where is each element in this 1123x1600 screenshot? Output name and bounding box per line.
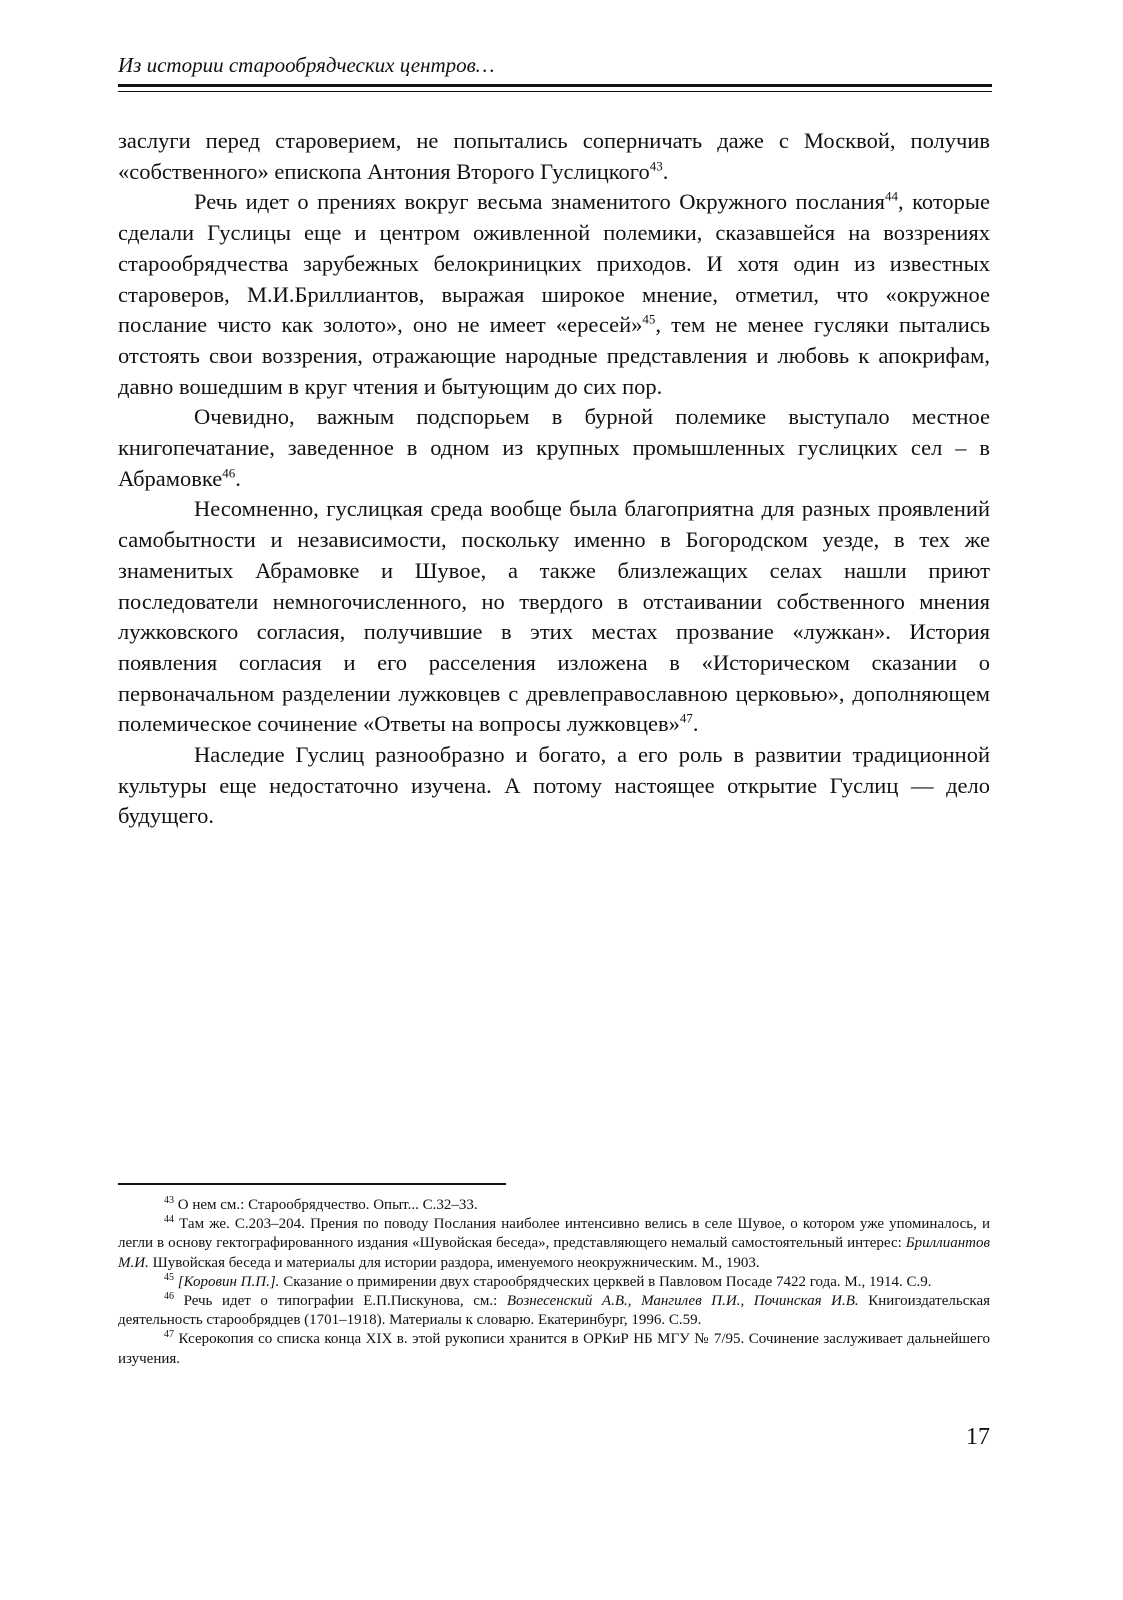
footnote-ref-45: 45 xyxy=(642,311,656,327)
paragraph-5-text: Наследие Гуслиц разнообразно и богато, а его роль в развитии традиционной культуры еще недостаточно изучена. А потому настоящее открытие Гуслиц — дело будущего. xyxy=(118,742,990,829)
paragraph-2-text-b: , которые сделали Гуслицы еще и центром оживленной полемики, сказавшейся на воззрениях старообрядчества зарубежных белокриницких приходов. И хотя один из известных староверов, М.И.Бриллиантов, выражая широкое мнение, отметил, что «окружное послание чисто как золото», оно не имеет «ересей» xyxy=(118,189,990,338)
footnote-43 xyxy=(118,1196,990,1215)
paragraph-5 xyxy=(118,740,990,832)
footnote-text: Сказание о примирении двух старообрядческих церквей в Павловом Посаде 7422 года. М., 1914. С.9. xyxy=(279,1273,932,1290)
paragraph-1 xyxy=(118,126,990,187)
footnote-number: 43 xyxy=(164,1195,174,1206)
footnote-number: 47 xyxy=(164,1329,174,1341)
footnote-number: 45 xyxy=(164,1271,174,1283)
paragraph-3-end: . xyxy=(235,465,241,491)
paragraph-3-text: Очевидно, важным подспорьем в бурной полемике выступало местное книгопечатание, заведенное в одном из крупных промышленных гуслицких сел – в Абрамовке xyxy=(118,404,990,491)
footnote-44 xyxy=(118,1215,990,1273)
footnote-45 xyxy=(118,1273,990,1292)
footnote-number: 44 xyxy=(164,1214,174,1226)
footnote-47 xyxy=(118,1330,990,1368)
footnote-author: Бриллиантов М.И. xyxy=(118,1235,990,1271)
main-text xyxy=(118,126,990,832)
footnote-46 xyxy=(118,1292,990,1330)
paragraph-1-text: заслуги перед староверием, не попытались соперничать даже с Москвой, получив «собственного» епископа Антония Второго Гуслицкого xyxy=(118,128,990,184)
footnote-text: Шувойская беседа и материалы для истории раздора, именуемого неокружническим. М., 1903. xyxy=(148,1254,760,1271)
footnote-text: Там же. С.203–204. Прения по поводу Послания наиболее интенсивно велись в селе Шувое, о котором уже упоминалось, и легли в основу гектографированного издания «Шувойская беседа», представляющего немалый самостоятельный интерес: xyxy=(118,1216,991,1252)
header-rule-thin xyxy=(118,91,992,92)
footnote-ref-47: 47 xyxy=(679,710,693,726)
footnote-ref-43: 43 xyxy=(649,158,663,174)
paragraph-4 xyxy=(118,494,990,740)
footnote-ref-46: 46 xyxy=(222,465,236,481)
paragraph-2-text-a: Речь идет о прениях вокруг весьма знаменитого Окружного послания xyxy=(194,189,886,215)
paragraph-2-text-c: , тем не менее гусляки пытались отстоять свои воззрения, отражающие народные представления и любовь к апокрифам, давно вошедшим в круг чтения и бытующим до сих пор. xyxy=(118,312,990,399)
footnote-separator xyxy=(118,1183,506,1185)
paragraph-3 xyxy=(118,402,990,494)
footnote-number: 46 xyxy=(164,1291,174,1303)
header-rule-thick xyxy=(118,84,992,87)
paragraph-1-end: . xyxy=(662,158,669,184)
footnote-text: О нем см.: Старообрядчество. Опыт... С.32–33. xyxy=(177,1197,478,1213)
paragraph-4-end: . xyxy=(692,711,699,737)
paragraph-4-text: Несомненно, гуслицкая среда вообще была благоприятна для разных проявлений самобытности и независимости, поскольку именно в Богородском уезде, в тех же знаменитых Абрамовке и Шувое, а также близлежащих селах нашли приют последователи немногочисленного, но твердого в отстаивании собственного мнения лужковского согласия, получившие в этих местах прозвание «лужкан». История появления согласия и его расселения изложена в «Историческом сказании о первоначальном разделении лужковцев с древлеправославною церковью», дополняющем полемическое сочинение «Ответы на вопросы лужковцев» xyxy=(118,496,990,737)
footnote-text: Книгоиздательская деятельность старообрядцев (1701–1918). Материалы к словарю. Екатеринбург, 1996. С.59. xyxy=(118,1293,990,1329)
footnote-text: Речь идет о типографии Е.П.Пискунова, см.: xyxy=(183,1293,507,1310)
footnotes xyxy=(118,1196,990,1369)
footnote-author: [Коровин П.П.]. xyxy=(177,1273,280,1290)
page-number: 17 xyxy=(966,1424,990,1450)
footnote-text: Ксерокопия со списка конца XIX в. этой рукописи хранится в ОРКиР НБ МГУ № 7/95. Сочинение заслуживает дальнейшего изучения. xyxy=(118,1331,990,1367)
running-header: Из истории старообрядческих центров… xyxy=(118,53,495,77)
footnote-authors: Вознесенский А.В., Мангилев П.И., Починская И.В. xyxy=(506,1293,859,1310)
footnote-ref-44: 44 xyxy=(885,188,899,204)
paragraph-2 xyxy=(118,187,990,402)
